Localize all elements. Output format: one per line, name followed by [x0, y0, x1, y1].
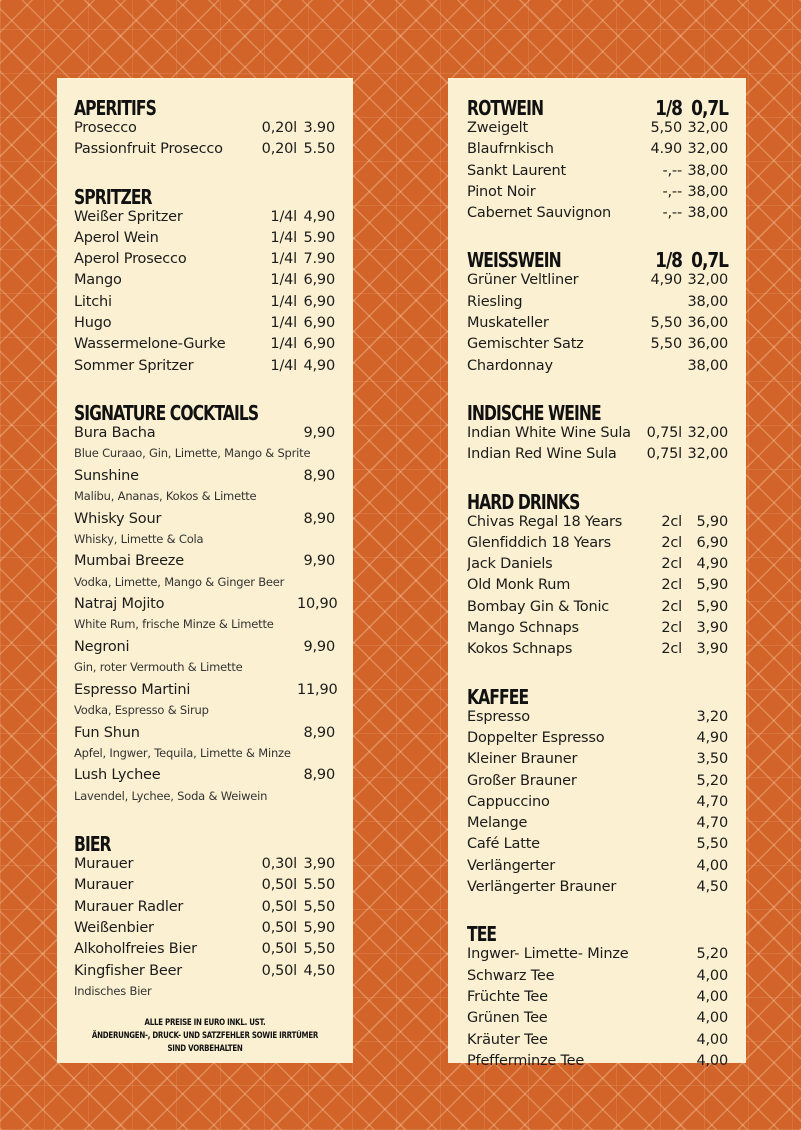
item-price-glass: -,-- — [662, 162, 682, 179]
item-name: Gemischter Satz — [467, 336, 584, 353]
menu-item — [467, 641, 728, 662]
section-title-text: APERITIFS — [74, 96, 156, 120]
item-name: Mango — [74, 272, 122, 289]
item-name: Wassermelone-Gurke — [74, 336, 226, 353]
item-price-glass: 2cl — [661, 534, 682, 551]
section-title — [74, 183, 335, 209]
item-name: Kingfisher Beer — [74, 962, 183, 979]
item-price: 9,90 — [303, 424, 335, 441]
item-price-bottle: 4,90 — [696, 556, 728, 573]
item-price: 6,90 — [303, 315, 335, 332]
item-name: Hugo — [74, 315, 112, 332]
item-name: Melange — [467, 815, 528, 832]
item-price-glass: 2cl — [661, 641, 682, 658]
item-name: Kokos Schnaps — [467, 641, 573, 658]
item-price: 4,50 — [696, 879, 728, 896]
item-size: 0,20l — [261, 141, 297, 158]
menu-item — [467, 989, 728, 1010]
item-name: Aperol Prosecco — [74, 251, 187, 268]
item-description: Blue Curaao, Gin, Limette, Mango & Sprite — [74, 446, 311, 461]
item-name: Lush Lychee — [74, 767, 161, 784]
item-price-bottle: 38,00 — [687, 205, 728, 222]
item-description: Whisky, Limette & Cola — [74, 531, 204, 546]
item-price: 11,90 — [297, 681, 338, 698]
item-price-bottle: 5,90 — [696, 513, 728, 530]
item-size: 1/4l — [270, 293, 297, 310]
item-name: Whisky Sour — [74, 510, 162, 527]
section-signature-cocktails — [74, 399, 338, 810]
menu-item — [74, 251, 335, 272]
item-name: Espresso Martini — [74, 681, 191, 698]
menu-item — [74, 294, 335, 315]
item-price: 9,90 — [303, 553, 335, 570]
item-price-glass: 2cl — [661, 577, 682, 594]
section-title-text: SPRITZER — [74, 184, 152, 209]
menu-item — [467, 836, 728, 857]
menu-panel-right — [448, 78, 746, 1069]
item-size: 1/4l — [270, 229, 297, 246]
section-title-text: TEE — [467, 922, 497, 947]
section-indische-weine — [467, 399, 728, 468]
menu-item — [74, 511, 335, 532]
menu-item — [74, 468, 335, 489]
menu-item — [74, 230, 335, 251]
item-price: 4,00 — [696, 1010, 728, 1027]
item-name: Alkoholfreies Bier — [74, 941, 197, 958]
item-price: 8,90 — [303, 467, 335, 484]
item-price-glass: 4.90 — [650, 141, 682, 158]
menu-item — [467, 425, 728, 446]
item-price-bottle: 32,00 — [687, 141, 728, 158]
item-price: 4,90 — [303, 208, 335, 225]
menu-item — [467, 794, 728, 815]
item-name: Glenfiddich 18 Years — [467, 534, 612, 551]
menu-item — [467, 184, 728, 205]
menu-item — [74, 963, 335, 984]
disclaimer-line: ALLE PREISE IN EURO INKL. UST. — [144, 1018, 266, 1028]
menu-item — [467, 968, 728, 989]
item-name: Chivas Regal 18 Years — [467, 513, 623, 530]
item-size: 1/4l — [270, 208, 297, 225]
menu-item — [467, 535, 728, 556]
menu-item — [467, 120, 728, 141]
section-weisswein — [467, 246, 728, 378]
column-header-glass: 1/8 — [655, 248, 682, 273]
menu-item — [467, 858, 728, 879]
item-name: Old Monk Rum — [467, 577, 571, 594]
item-name: Chardonnay — [467, 357, 553, 374]
menu-item — [74, 596, 338, 617]
section-title — [467, 246, 728, 272]
item-name: Litchi — [74, 293, 112, 310]
item-price-bottle: 32,00 — [687, 446, 728, 463]
item-size: 1/4l — [270, 315, 297, 332]
item-name: Cabernet Sauvignon — [467, 205, 611, 222]
menu-item — [74, 272, 335, 293]
item-price: 8,90 — [303, 724, 335, 741]
item-name: Espresso — [467, 708, 530, 725]
item-name: Sommer Spritzer — [74, 357, 194, 374]
item-price: 4,70 — [696, 815, 728, 832]
section-title — [74, 399, 335, 425]
item-price: 5,50 — [696, 836, 728, 853]
item-price: 5.90 — [303, 229, 335, 246]
item-name: Sunshine — [74, 467, 139, 484]
item-name: Mango Schnaps — [467, 620, 579, 637]
menu-item — [74, 358, 335, 379]
item-price-bottle: 3,90 — [696, 641, 728, 658]
item-price: 5,90 — [303, 920, 335, 937]
section-title — [74, 94, 335, 120]
menu-item — [467, 514, 728, 535]
item-size: 0,50l — [261, 962, 297, 979]
section-hard-drinks — [467, 488, 728, 663]
menu-item — [467, 1053, 728, 1074]
item-size: 0,20l — [261, 120, 297, 136]
item-name: Kräuter Tee — [467, 1031, 548, 1048]
menu-item — [467, 315, 728, 336]
menu-item — [467, 163, 728, 184]
menu-item — [74, 877, 335, 898]
item-price-glass: -,-- — [662, 183, 682, 200]
item-price-bottle: 38,00 — [687, 293, 728, 310]
item-price-bottle: 32,00 — [687, 272, 728, 289]
item-name: Riesling — [467, 293, 523, 310]
item-size: 1/4l — [270, 357, 297, 374]
item-price-bottle: 36,00 — [687, 315, 728, 332]
item-name: Pfefferminze Tee — [467, 1052, 585, 1069]
menu-item — [74, 920, 335, 941]
menu-item — [467, 620, 728, 641]
item-name: Murauer — [74, 856, 134, 873]
item-price: 5,50 — [303, 941, 335, 958]
item-price-bottle: 5,90 — [696, 598, 728, 615]
item-name: Café Latte — [467, 836, 540, 853]
item-price: 4,00 — [696, 857, 728, 874]
item-name: Muskateller — [467, 315, 549, 332]
item-name: Mumbai Breeze — [74, 553, 184, 570]
item-price: 4,90 — [303, 357, 335, 374]
menu-item — [467, 272, 728, 293]
section-title-text: BIER — [74, 832, 111, 857]
menu-item — [467, 1032, 728, 1053]
item-price-bottle: 3,90 — [696, 620, 728, 637]
item-name: Blaufrnkisch — [467, 141, 554, 158]
section-title — [467, 920, 728, 946]
item-price: 5,20 — [696, 772, 728, 789]
item-name: Weißer Spritzer — [74, 208, 183, 225]
item-price-bottle: 38,00 — [687, 162, 728, 179]
section-tee — [467, 920, 728, 1074]
menu-item — [74, 639, 335, 660]
item-price-glass: -,-- — [662, 205, 682, 222]
item-price-glass: 4,90 — [650, 272, 682, 289]
menu-item — [467, 336, 728, 357]
item-description: Vodka, Limette, Mango & Ginger Beer — [74, 574, 285, 589]
item-name: Jack Daniels — [467, 556, 553, 573]
item-name: Bombay Gin & Tonic — [467, 598, 610, 615]
menu-item — [467, 446, 728, 467]
item-price: 6,90 — [303, 336, 335, 353]
menu-item — [467, 879, 728, 900]
menu-panel-left — [57, 78, 353, 1063]
menu-item — [467, 141, 728, 162]
item-description: Gin, roter Vermouth & Limette — [74, 660, 243, 675]
item-size: 0,50l — [261, 877, 297, 894]
column-header-bottle: 0,7L — [691, 248, 728, 273]
item-price-glass: 5,50 — [650, 120, 682, 136]
disclaimer-line: ÄNDERUNGEN-, DRUCK- UND SATZFEHLER SOWIE IRRTÜMER SIND VORBEHALTEN — [91, 1031, 319, 1054]
menu-item — [74, 725, 335, 746]
item-price: 6,90 — [303, 293, 335, 310]
menu-item — [467, 773, 728, 794]
menu-item — [467, 205, 728, 226]
item-price: 10,90 — [297, 596, 338, 613]
item-price-glass: 2cl — [661, 598, 682, 615]
menu-item — [467, 1010, 728, 1031]
item-price-bottle: 32,00 — [687, 120, 728, 136]
item-price-glass: 5,50 — [650, 315, 682, 332]
item-price: 6,90 — [303, 272, 335, 289]
item-price-bottle: 5,90 — [696, 577, 728, 594]
item-size: 0,30l — [261, 856, 297, 873]
menu-item — [74, 553, 335, 574]
item-size: 0,50l — [261, 941, 297, 958]
column-header-bottle: 0,7L — [691, 96, 728, 120]
item-price: 8,90 — [303, 510, 335, 527]
menu-item — [74, 315, 335, 336]
item-name: Fun Shun — [74, 724, 140, 741]
item-description: Vodka, Espresso & Sirup — [74, 703, 209, 718]
item-price-glass: 2cl — [661, 620, 682, 637]
item-description: Malibu, Ananas, Kokos & Limette — [74, 489, 257, 504]
section-title-text: INDISCHE WEINE — [467, 400, 601, 425]
section-rotwein — [467, 94, 728, 226]
item-name: Zweigelt — [467, 120, 528, 136]
item-price: 7.90 — [303, 251, 335, 268]
item-price: 3.90 — [303, 120, 335, 136]
item-name: Indian Red Wine Sula — [467, 446, 617, 463]
item-price-glass: 2cl — [661, 556, 682, 573]
menu-item — [467, 946, 728, 967]
section-title — [74, 830, 335, 856]
section-title — [467, 94, 728, 120]
menu-item — [74, 336, 335, 357]
menu-item — [74, 681, 338, 703]
section-kaffee — [467, 683, 728, 901]
item-price-glass: 0,75l — [646, 424, 682, 441]
item-price: 4,00 — [696, 967, 728, 984]
item-name: Schwarz Tee — [467, 967, 555, 984]
section-title-text: SIGNATURE COCKTAILS — [74, 400, 259, 425]
item-size: 0,50l — [261, 920, 297, 937]
menu-item — [74, 120, 335, 141]
menu-item — [74, 899, 335, 920]
section-title-text: KAFFEE — [467, 684, 529, 709]
item-price-bottle: 38,00 — [687, 357, 728, 374]
item-price: 4,70 — [696, 793, 728, 810]
item-name: Prosecco — [74, 120, 137, 136]
item-price: 4,00 — [696, 988, 728, 1005]
menu-item — [74, 425, 335, 446]
item-description: Indisches Bier — [74, 983, 152, 998]
menu-item — [74, 209, 335, 230]
item-price: 3,20 — [696, 708, 728, 725]
item-size: 1/4l — [270, 272, 297, 289]
item-name: Ingwer- Limette- Minze — [467, 946, 629, 963]
item-name: Murauer Radler — [74, 898, 184, 915]
menu-item — [467, 599, 728, 620]
menu-item — [74, 941, 335, 962]
item-name: Verlängerter — [467, 857, 556, 874]
section-title — [467, 399, 728, 425]
item-size: 0,50l — [261, 898, 297, 915]
section-title-text: HARD DRINKS — [467, 489, 580, 514]
menu-item — [467, 730, 728, 751]
item-price-glass: 0,75l — [646, 446, 682, 463]
item-name: Sankt Laurent — [467, 162, 566, 179]
menu-item — [467, 751, 728, 772]
item-price: 5.50 — [303, 141, 335, 158]
menu-item — [467, 294, 728, 315]
item-description: Lavendel, Lychee, Soda & Weiwein — [74, 788, 268, 803]
item-name: Bura Bacha — [74, 424, 156, 441]
item-price-glass: 5,50 — [650, 336, 682, 353]
section-title — [467, 683, 728, 709]
menu-item — [467, 709, 728, 730]
item-name: Grünen Tee — [467, 1010, 548, 1027]
menu-item — [467, 577, 728, 598]
item-price: 8,90 — [303, 767, 335, 784]
item-name: Cappuccino — [467, 793, 550, 810]
menu-item — [74, 767, 335, 788]
item-price: 5,50 — [303, 898, 335, 915]
item-name: Verlängerter Brauner — [467, 879, 617, 896]
item-price-bottle: 6,90 — [696, 534, 728, 551]
item-name: Grüner Veltliner — [467, 272, 579, 289]
section-title-text: ROTWEIN — [467, 96, 544, 120]
item-name: Kleiner Brauner — [467, 751, 578, 768]
item-name: Aperol Wein — [74, 229, 159, 246]
item-price: 3,90 — [303, 856, 335, 873]
item-name: Indian White Wine Sula — [467, 424, 631, 441]
item-price-bottle: 38,00 — [687, 183, 728, 200]
item-price: 3,50 — [696, 751, 728, 768]
item-price: 4,00 — [696, 1031, 728, 1048]
item-size: 1/4l — [270, 336, 297, 353]
section-spritzer — [74, 183, 335, 379]
item-name: Großer Brauner — [467, 772, 577, 789]
item-name: Früchte Tee — [467, 988, 548, 1005]
section-title — [467, 488, 728, 514]
item-name: Natraj Mojito — [74, 596, 165, 613]
item-price: 4,90 — [696, 729, 728, 746]
section-aperitifs — [74, 94, 335, 163]
item-name: Negroni — [74, 638, 130, 655]
item-name: Weißenbier — [74, 920, 154, 937]
item-name: Doppelter Espresso — [467, 729, 605, 746]
column-header-glass: 1/8 — [655, 96, 682, 120]
menu-item — [467, 358, 728, 379]
item-price-bottle: 36,00 — [687, 336, 728, 353]
item-price: 4,50 — [303, 962, 335, 979]
section-title-text: WEISSWEIN — [467, 248, 561, 273]
item-name: Murauer — [74, 877, 134, 894]
item-name: Passionfruit Prosecco — [74, 141, 223, 158]
menu-item — [467, 815, 728, 836]
price-disclaimer — [57, 1017, 353, 1056]
item-size: 1/4l — [270, 251, 297, 268]
item-description: White Rum, frische Minze & Limette — [74, 617, 274, 632]
item-description: Apfel, Ingwer, Tequila, Limette & Minze — [74, 745, 291, 760]
section-bier — [74, 830, 335, 1005]
item-price: 5.50 — [303, 877, 335, 894]
menu-item — [467, 556, 728, 577]
item-price: 5,20 — [696, 946, 728, 963]
item-price-glass: 2cl — [661, 513, 682, 530]
item-name: Pinot Noir — [467, 183, 536, 200]
item-price: 4,00 — [696, 1052, 728, 1069]
item-price: 9,90 — [303, 638, 335, 655]
menu-item — [74, 141, 335, 162]
item-price-bottle: 32,00 — [687, 424, 728, 441]
menu-item — [74, 856, 335, 877]
